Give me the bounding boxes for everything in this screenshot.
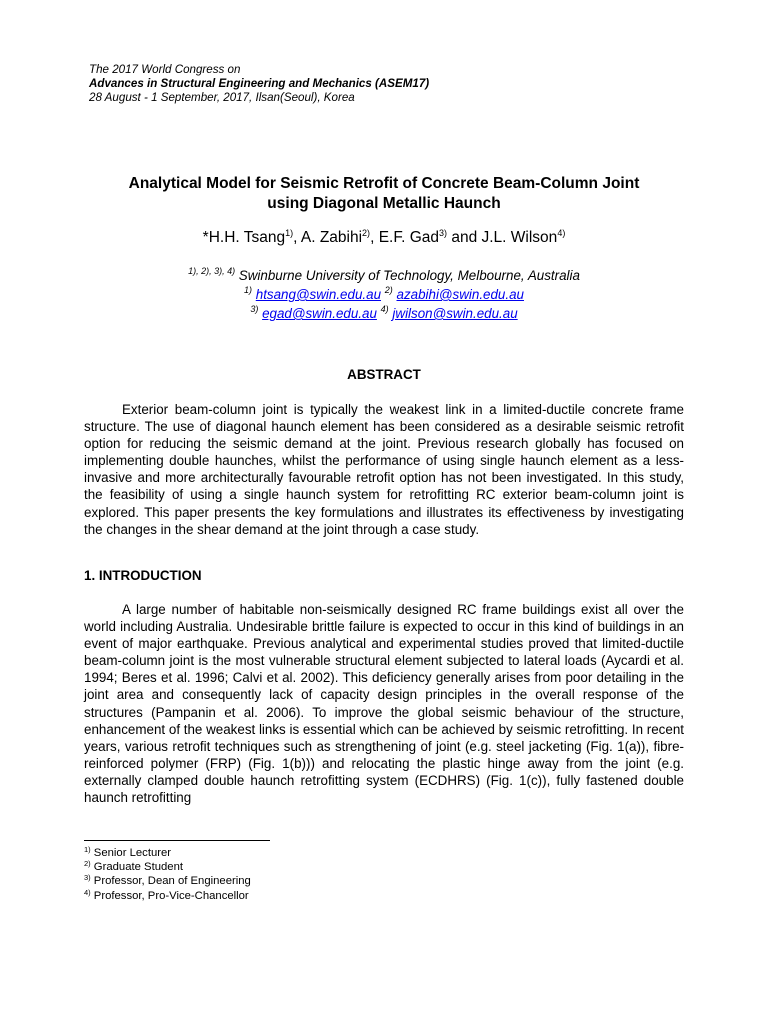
conference-line-1: The 2017 World Congress on bbox=[89, 63, 241, 76]
author-mark: 3) bbox=[439, 228, 448, 238]
email-link[interactable]: egad@swin.edu.au bbox=[262, 306, 377, 321]
paper-title-line-1: Analytical Model for Seismic Retrofit of Concrete Beam-Column Joint bbox=[128, 175, 640, 192]
footnote-item bbox=[84, 889, 251, 903]
abstract-paragraph: Exterior beam-column joint is typically the weakest link in a limited-ductile concrete frame structure. The use of diagonal haunch element has been considered as a desirable seismic retrofit option for reducing the seismic demand at the joint. Previous research globally has focused on implementing double haunches, whilst the performance of using single haunch element as a less-invasive and more architecturally favourable retrofit option has not been investigated. In this study, the feasibility of using a single haunch system for retrofitting RC exterior beam-column joint is explored. This paper presents the key formulations and illustrates its effectiveness by investigating the changes in the shear demand at the joint through a case study. bbox=[84, 402, 684, 537]
affiliation-block bbox=[60, 266, 708, 323]
email-link[interactable]: htsang@swin.edu.au bbox=[255, 287, 382, 302]
author-name: J.L. Wilson bbox=[481, 229, 558, 246]
conference-header bbox=[89, 63, 429, 105]
author-list bbox=[60, 228, 708, 248]
email-mark: 4) bbox=[380, 304, 389, 314]
footnote-item bbox=[84, 860, 251, 874]
footnote-mark: 4) bbox=[84, 887, 91, 897]
email-mark: 3) bbox=[250, 304, 259, 314]
email-line-1 bbox=[60, 285, 708, 304]
footnote-text: Senior Lecturer bbox=[90, 847, 172, 859]
footnote-mark: 1) bbox=[84, 845, 91, 854]
conference-line-3: 28 August - 1 September, 2017, Ilsan(Seoul), Korea bbox=[89, 91, 355, 104]
introduction-paragraph: A large number of habitable non-seismically designed RC frame buildings exist all over the world including Australia. Undesirable brittle failure is expected to occur in this kind of buildings in an event of major earthquake. Previous analytical and experimental studies proved that limited-ductile beam-column joint is the most vulnerable structural element subjected to lateral loads (Aycardi et al. 1994; Beres et al. 1996; Calvi et al. 2002). This deficiency generally arises from poor detailing in the joint area and consequently lack of capacity design principles in the overall response of the structures (Pampanin et al. 2006). To improve the global seismic behaviour of the structure, enhancement of the weakest links is essential which can be achieved by seismic retrofitting. In recent years, various retrofit techniques such as strengthening of joint (e.g. steel jacketing (Fig. 1(a)), fibre-reinforced polymer (FRP) (Fig. 1(b))) and relocating the plastic hinge away from the joint (e.g. externally clamped double haunch retrofitting system (ECDHRS) (Fig. 1(c)), fully fastened double haunch retrofitting bbox=[84, 602, 684, 806]
author-separator: and bbox=[447, 229, 482, 246]
footnote-text: Professor, Pro-Vice-Chancellor bbox=[90, 889, 249, 902]
author-mark: 2) bbox=[362, 228, 371, 238]
affiliation-line bbox=[60, 266, 708, 285]
introduction-heading: 1. INTRODUCTION bbox=[84, 568, 202, 583]
abstract-heading: ABSTRACT bbox=[347, 367, 421, 382]
email-link[interactable]: azabihi@swin.edu.au bbox=[396, 287, 524, 302]
author-name: *H.H. Tsang bbox=[202, 229, 286, 246]
paper-title-line-2: using Diagonal Metallic Haunch bbox=[267, 195, 501, 212]
footnote-item bbox=[84, 846, 251, 860]
email-line-2 bbox=[60, 304, 708, 323]
author-separator: , bbox=[370, 229, 379, 246]
conference-line-2: Advances in Structural Engineering and Mechanics (ASEM17) bbox=[89, 77, 430, 90]
footnotes bbox=[84, 846, 251, 903]
affiliation-text: Swinburne University of Technology, Melbourne, Australia bbox=[235, 268, 580, 283]
footnote-item bbox=[84, 874, 251, 888]
author-name: E.F. Gad bbox=[378, 229, 439, 246]
email-mark: 2) bbox=[384, 285, 393, 295]
paper-title bbox=[60, 174, 708, 214]
footnote-text: Graduate Student bbox=[90, 861, 183, 874]
author-name: A. Zabihi bbox=[300, 229, 363, 246]
footnote-mark: 3) bbox=[84, 873, 91, 883]
author-separator: , bbox=[293, 229, 301, 246]
affiliation-marks: 1), 2), 3), 4) bbox=[188, 266, 236, 276]
author-mark: 4) bbox=[557, 228, 566, 238]
email-link[interactable]: jwilson@swin.edu.au bbox=[392, 306, 518, 321]
email-mark: 1) bbox=[244, 285, 253, 295]
footnote-text: Professor, Dean of Engineering bbox=[90, 875, 251, 888]
author-mark: 1) bbox=[285, 228, 294, 238]
footnote-divider bbox=[84, 840, 270, 841]
footnote-mark: 2) bbox=[84, 859, 91, 869]
